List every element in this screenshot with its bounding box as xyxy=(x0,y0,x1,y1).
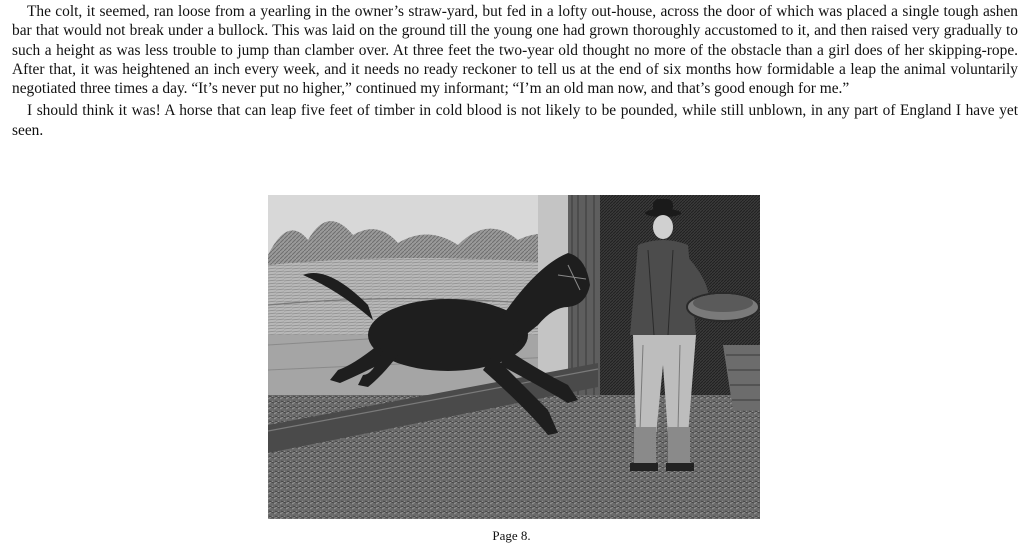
figure-caption: Page 8. xyxy=(492,528,531,543)
paragraph-1: The colt, it seemed, ran loose from a yearling in the owner’s straw-yard, but fed in a lofty out-house, across the door of which was placed a single tough ashen bar that would not break under a bullock. This was laid on the ground till the young one had grown thoroughly accustomed to it, and then raised very gradually to such a height as was less trouble to jump than clamber over. At three feet the two-year old thought no more of the obstacle than a girl does of her skipping-rope. After that, it was heightened an inch every week, and it needs no ready reckoner to tell us at the end of six months how formidable a leap the animal voluntarily negotiated three times a day. “It’s never put no higher,” continued my informant; “I’m an old man now, and that’s good enough for me.” xyxy=(12,3,1018,98)
engraving-illustration xyxy=(268,195,760,519)
paragraph-2: I should think it was! A horse that can leap five feet of timber in cold blood is not likely to be pounded, while still unblown, in any part of England I have yet seen. xyxy=(12,102,1018,139)
illustration-drawing xyxy=(268,195,760,519)
body-text xyxy=(12,2,1018,143)
